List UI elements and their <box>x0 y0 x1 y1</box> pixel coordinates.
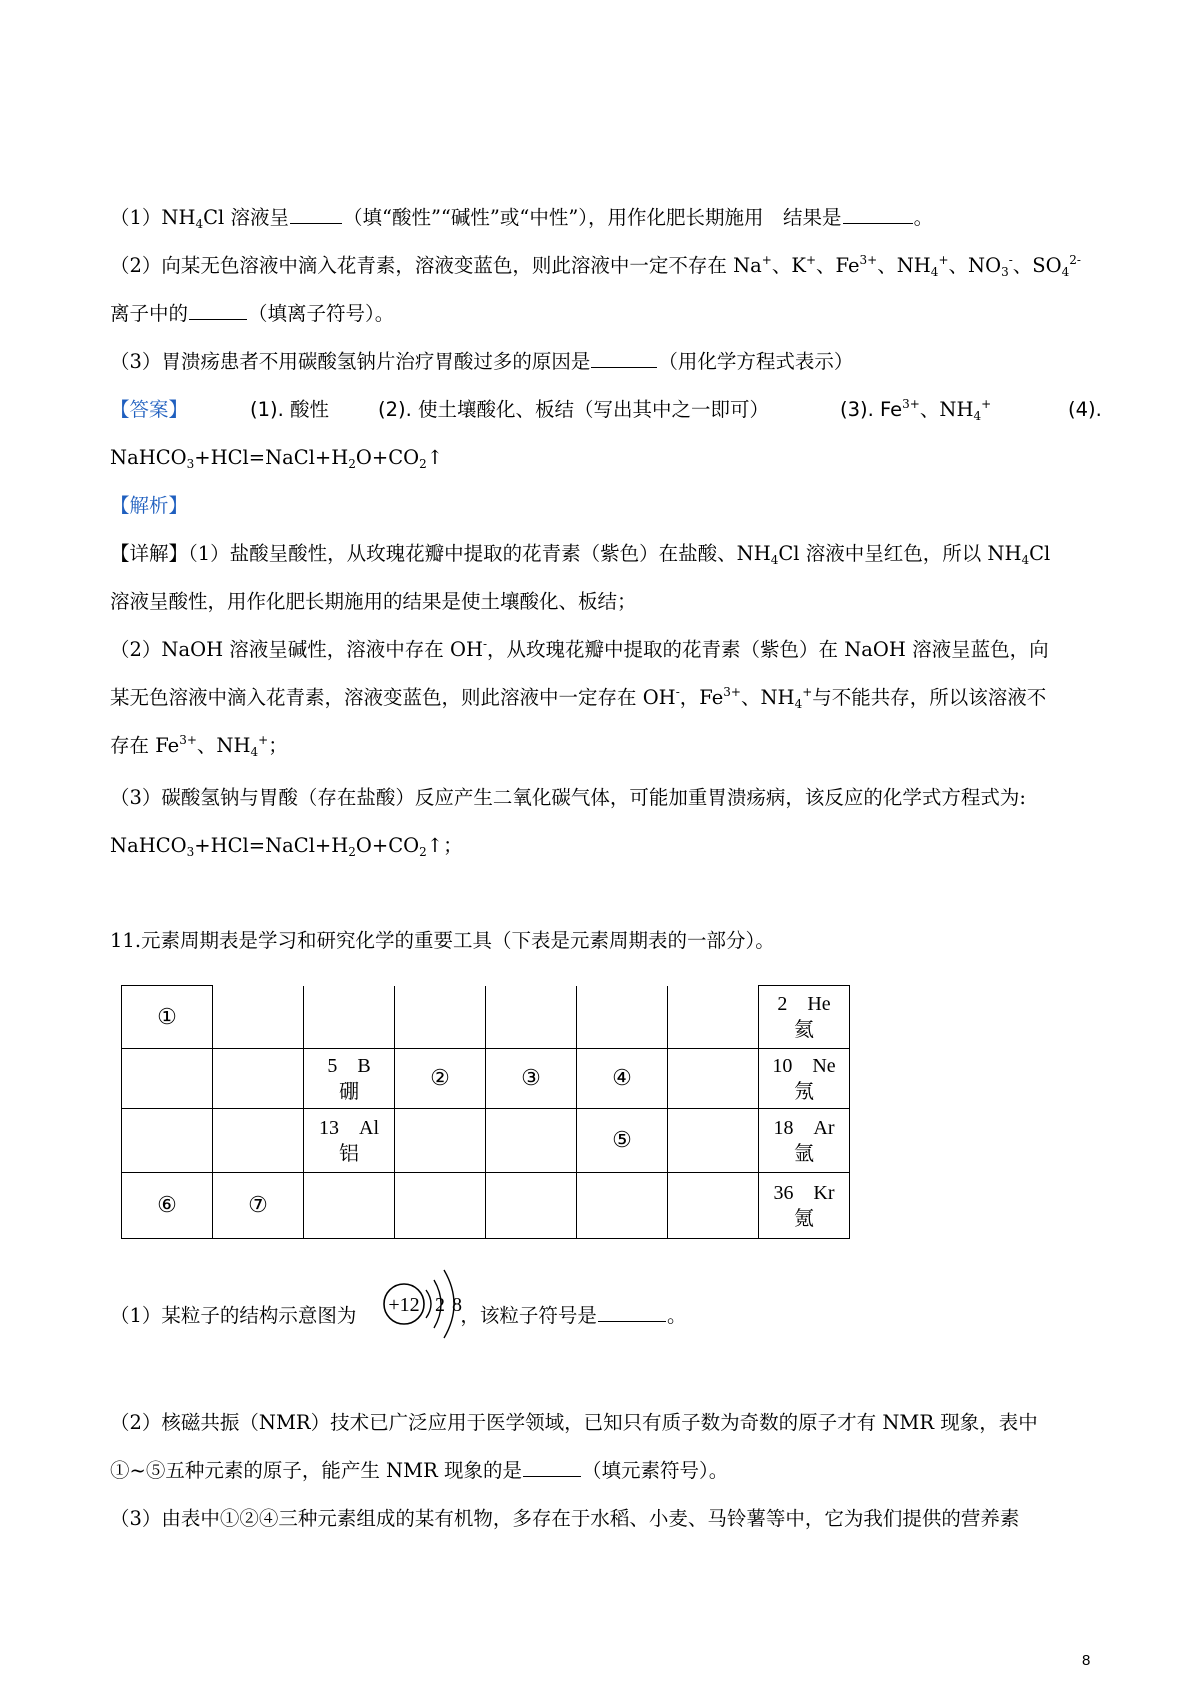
cell-ne: 10 Ne 氖 <box>759 1049 850 1109</box>
detail-3-line2: $NaHCO_3+HCl=NaCl+H_2O+CO_2↑$； <box>110 834 463 859</box>
analysis-label: 【解析】 <box>110 494 189 517</box>
answer-blank <box>290 205 342 224</box>
q10-part1: $(1)NH_4Cl$ 溶液呈 （填“酸性”“碱性”或“中性”），用作化肥长期施用 结果是 。 <box>110 206 934 231</box>
cell-7: ⑦ <box>213 1173 304 1239</box>
cell-kr: 36 Kr 氪 <box>759 1173 850 1239</box>
cell-4: ④ <box>577 1049 668 1109</box>
cell-3: ③ <box>486 1049 577 1109</box>
q11-title: 11.元素周期表是学习和研究化学的重要工具（下表是元素周期表的一部分）。 <box>110 929 775 952</box>
page-number: 8 <box>1082 1652 1091 1669</box>
q10-part3: （3）胃溃疡患者不用碳酸氢钠片治疗胃酸过多的原因是 （用化学方程式表示） <box>110 350 854 373</box>
answer-blank <box>523 1458 581 1477</box>
detail-3-line1: （3）碳酸氢钠与胃酸（存在盐酸）反应产生二氧化碳气体，可能加重胃溃疡病，该反应的化学式方程式为: <box>110 786 1026 809</box>
cell-he: 2 He 氦 <box>759 986 850 1049</box>
detail-1-line1: 【详解】（1）盐酸呈酸性，从玫瑰花瓣中提取的花青素（紫色）在盐酸、$NH_4Cl$ 溶液中呈红色，所以 $NH_4Cl$ <box>110 542 1051 567</box>
cell-al: 13 Al 铝 <box>304 1109 395 1173</box>
answer-blank <box>189 301 247 320</box>
answer-label: 【答案】 <box>110 398 189 421</box>
periodic-table <box>121 985 850 1239</box>
q11-part2-line1: （2）核磁共振（NMR）技术已广泛应用于医学领域，已知只有质子数为奇数的原子才有 NMR 现象，表中 <box>110 1411 1038 1434</box>
detail-1-line2: 溶液呈酸性，用作化肥长期施用的结果是使土壤酸化、板结； <box>110 590 637 613</box>
cell-b: 5 B 硼 <box>304 1049 395 1109</box>
detail-2-line3: 存在 $Fe^{3+}$、$NH_4^+$； <box>110 733 288 759</box>
detail-2-line2: 某无色溶液中滴入花青素，溶液变蓝色，则此溶液中一定存在 OH-，$Fe^{3+}$、$NH_4^+$与不能共存，所以该溶液不 <box>110 685 1047 711</box>
nucleus-label: +12 <box>388 1294 420 1316</box>
answer-blank <box>598 1303 666 1322</box>
answer-line: 【答案】 (1). 酸性 (2). 使土壤酸化、板结（写出其中之一即可） (3). $Fe^{3+}$、$NH_4^+$ (4). <box>110 397 1102 423</box>
cell-2: ② <box>395 1049 486 1109</box>
shell-2-electrons: 8 <box>452 1294 462 1316</box>
q10-part2-line1: （2）向某无色溶液中滴入花青素，溶液变蓝色，则此溶液中一定不存在 Na+、K+、$Fe^{3+}$、$NH_4^+$、$NO_3^-$、$SO_4^{2-}$ <box>110 253 1081 279</box>
answer-blank <box>843 205 913 224</box>
q11-part3: （3）由表中①②④三种元素组成的某有机物，多存在于水稻、小麦、马铃薯等中，它为我们提供的营养素 <box>110 1507 1020 1530</box>
answer-equation: $NaHCO_3+HCl=NaCl+H_2O+CO_2↑$ <box>110 446 444 471</box>
detail-2-line1: （2）NaOH 溶液呈碱性，溶液中存在 OH-，从玫瑰花瓣中提取的花青素（紫色）在 NaOH 溶液呈蓝色，向 <box>110 637 1049 661</box>
q10-part2-line2: 离子中的 （填离子符号）。 <box>110 302 395 325</box>
atomic-structure-diagram <box>382 1266 492 1342</box>
answer-blank <box>591 349 657 368</box>
q11-part2-line2: ①~⑤五种元素的原子，能产生 NMR 现象的是 （填元素符号）。 <box>110 1459 729 1482</box>
shell-1-electrons: 2 <box>435 1294 445 1316</box>
cell-6: ⑥ <box>122 1173 213 1239</box>
cell-5: ⑤ <box>577 1109 668 1173</box>
q11-part1: （1）某粒子的结构示意图为 ，该粒子符号是 。 <box>110 1304 687 1327</box>
cell-1: ① <box>122 986 213 1049</box>
cell-ar: 18 Ar 氩 <box>759 1109 850 1173</box>
